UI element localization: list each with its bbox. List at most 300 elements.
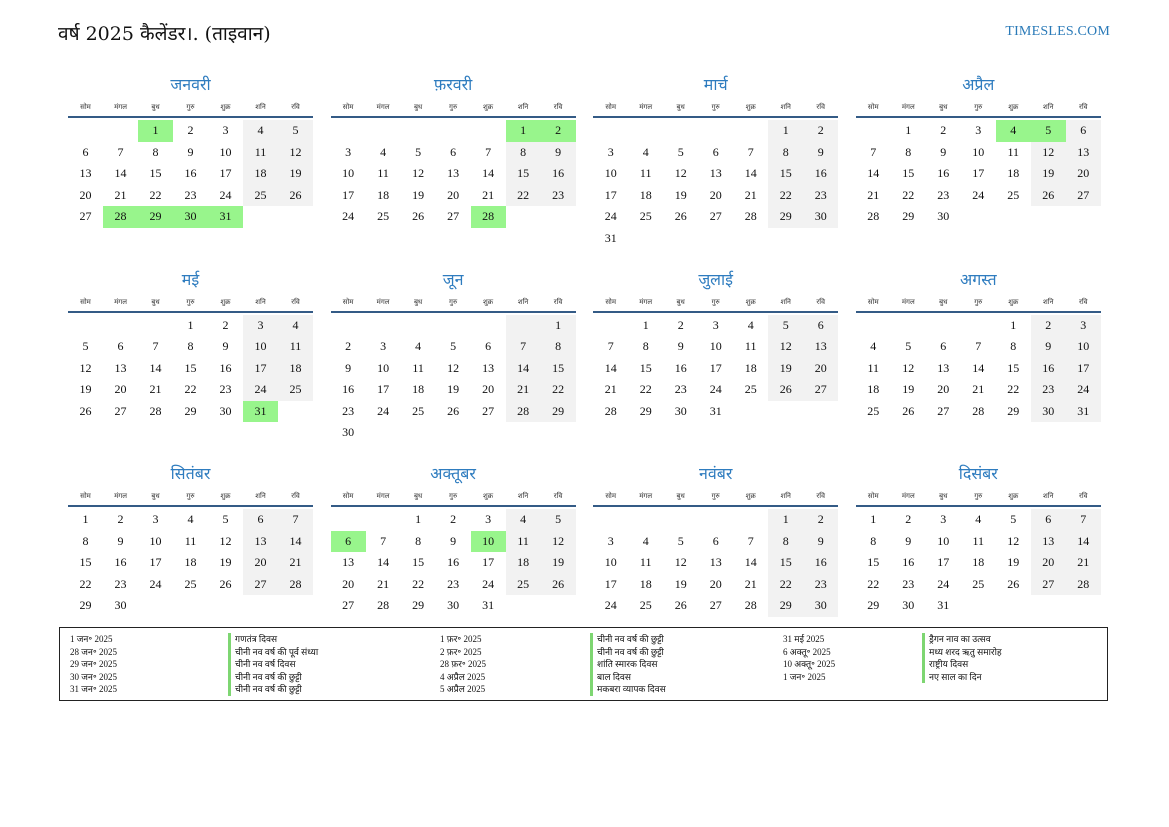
day-cell: 5 bbox=[541, 509, 576, 531]
day-cell: 27 bbox=[447, 209, 460, 223]
day-cell: 23 bbox=[219, 382, 232, 396]
day-cell: 21 bbox=[278, 552, 313, 574]
weekday-label: मंगल bbox=[639, 103, 653, 111]
day-cell: 19 bbox=[674, 576, 687, 591]
holiday-day-cell: 1 bbox=[138, 120, 173, 142]
day-cell: 19 bbox=[902, 382, 915, 396]
weekday-header bbox=[593, 295, 838, 313]
day-cell: 2 bbox=[677, 317, 684, 332]
month-title: दिसंबर bbox=[958, 464, 998, 483]
day-cell: 12 bbox=[674, 555, 687, 569]
holiday-date: 30 जन॰ 2025 bbox=[70, 671, 118, 682]
empty-cell bbox=[663, 120, 698, 142]
day-cell: 4 bbox=[243, 120, 278, 142]
day-cell: 13 bbox=[79, 166, 92, 180]
day-cell: 11 bbox=[972, 533, 985, 548]
weekday-header bbox=[593, 100, 838, 118]
day-cell: 17 bbox=[342, 187, 355, 202]
day-cell: 31 bbox=[1066, 401, 1101, 423]
weekday-label: गुरु bbox=[711, 103, 720, 111]
day-cell: 26 bbox=[1007, 576, 1020, 591]
holiday-day-cell: 30 bbox=[173, 206, 208, 228]
day-cell: 2 bbox=[345, 339, 352, 353]
day-cell: 14 bbox=[1066, 531, 1101, 553]
empty-cell bbox=[926, 315, 961, 337]
day-cell: 26 bbox=[219, 576, 232, 591]
day-cell: 16 bbox=[541, 163, 576, 185]
day-cell: 25 bbox=[744, 382, 757, 396]
day-cell: 23 bbox=[674, 382, 687, 396]
day-cell: 11 bbox=[377, 166, 389, 180]
holiday-date: 31 मई 2025 bbox=[783, 634, 825, 644]
day-cell: 28 bbox=[972, 403, 985, 418]
day-cell: 25 bbox=[243, 185, 278, 207]
weekday-label: मंगल bbox=[901, 103, 915, 111]
days-grid bbox=[68, 509, 313, 617]
day-cell: 30 bbox=[937, 209, 950, 223]
day-cell: 28 bbox=[149, 403, 162, 418]
empty-cell bbox=[331, 315, 366, 337]
day-cell: 19 bbox=[1007, 555, 1020, 569]
holiday-date: 1 जन॰ 2025 bbox=[783, 671, 826, 682]
day-cell: 29 bbox=[541, 401, 576, 423]
day-cell: 9 bbox=[222, 339, 229, 353]
day-cell: 10 bbox=[149, 533, 162, 548]
weekday-label: बुध bbox=[151, 103, 160, 111]
day-cell: 8 bbox=[82, 533, 89, 548]
day-cell: 24 bbox=[243, 379, 278, 401]
day-cell: 18 bbox=[278, 358, 313, 380]
day-cell: 19 bbox=[219, 555, 232, 569]
empty-cell bbox=[366, 509, 401, 531]
day-cell: 14 bbox=[972, 360, 985, 375]
day-cell: 26 bbox=[412, 209, 425, 223]
site-link[interactable]: TIMESLES.COM bbox=[1005, 24, 1110, 39]
day-cell: 26 bbox=[674, 209, 687, 223]
day-cell: 21 bbox=[377, 576, 390, 591]
weekday-label: रवि bbox=[816, 492, 825, 500]
day-cell: 25 bbox=[506, 574, 541, 596]
day-cell: 1 bbox=[415, 512, 422, 526]
day-cell: 23 bbox=[342, 403, 355, 418]
holiday-day-cell: 29 bbox=[138, 206, 173, 228]
day-cell: 9 bbox=[677, 339, 684, 353]
empty-cell bbox=[733, 120, 768, 142]
day-cell: 11 bbox=[867, 360, 880, 375]
month-title: नवंबर bbox=[698, 464, 733, 483]
day-cell: 6 bbox=[1031, 509, 1066, 531]
holiday-name: चीनी नव वर्ष की पूर्व संध्या bbox=[228, 646, 318, 659]
weekday-label: शुक्र bbox=[1008, 492, 1019, 500]
weekday-label: शुक्र bbox=[483, 103, 494, 111]
day-cell: 18 bbox=[377, 187, 390, 202]
day-cell: 1 bbox=[870, 512, 877, 526]
holiday-name: चीनी नव वर्ष दिवस bbox=[228, 658, 318, 671]
day-cell: 24 bbox=[937, 576, 950, 591]
day-cell: 4 bbox=[975, 512, 982, 526]
weekday-label: शुक्र bbox=[745, 492, 756, 500]
weekday-label: मंगल bbox=[114, 297, 127, 306]
weekday-label: रवि bbox=[553, 103, 563, 111]
day-cell: 12 bbox=[79, 360, 92, 375]
day-cell: 12 bbox=[1007, 533, 1020, 548]
holiday-name: गणतंत्र दिवस bbox=[228, 633, 318, 646]
day-cell: 23 bbox=[937, 187, 950, 202]
day-cell: 21 bbox=[744, 187, 757, 202]
weekday-label: शुक्र bbox=[483, 297, 494, 306]
day-cell: 12 bbox=[902, 360, 915, 375]
weekday-label: सोम bbox=[342, 103, 354, 111]
month-title: जुलाई bbox=[698, 269, 734, 289]
day-cell: 15 bbox=[149, 166, 162, 180]
day-cell: 29 bbox=[639, 403, 652, 418]
day-cell: 27 bbox=[79, 209, 92, 223]
weekday-label: रवि bbox=[291, 492, 300, 500]
holiday-name: चीनी नव वर्ष की छुट्टी bbox=[228, 671, 318, 684]
day-cell: 14 bbox=[114, 166, 127, 180]
day-cell: 25 bbox=[377, 209, 390, 223]
day-cell: 2 bbox=[1031, 315, 1066, 337]
weekday-label: शुक्र bbox=[483, 492, 494, 500]
empty-cell bbox=[401, 315, 436, 337]
empty-cell bbox=[471, 315, 506, 337]
day-cell: 5 bbox=[677, 144, 684, 159]
holiday-day-cell: 10 bbox=[471, 531, 506, 553]
weekday-label: रवि bbox=[1078, 492, 1088, 500]
day-cell: 17 bbox=[972, 166, 985, 180]
day-cell: 4 bbox=[415, 339, 422, 353]
empty-cell bbox=[401, 120, 436, 142]
weekday-label: रवि bbox=[816, 103, 825, 111]
holiday-date: 6 अक्तू॰ 2025 bbox=[783, 646, 831, 657]
day-cell: 11 bbox=[506, 531, 541, 553]
day-cell: 15 bbox=[867, 555, 880, 569]
day-cell: 14 bbox=[482, 166, 495, 180]
day-cell: 22 bbox=[184, 382, 197, 396]
day-cell: 21 bbox=[972, 382, 985, 396]
weekday-label: मंगल bbox=[901, 297, 915, 306]
day-cell: 11 bbox=[278, 336, 313, 358]
holiday-date: 28 फ़र॰ 2025 bbox=[440, 659, 486, 670]
empty-cell bbox=[628, 509, 663, 531]
day-cell: 31 bbox=[604, 230, 617, 245]
day-cell: 13 bbox=[709, 555, 722, 569]
month-calendar bbox=[331, 74, 576, 269]
empty-cell bbox=[366, 120, 401, 142]
day-cell: 6 bbox=[117, 339, 124, 353]
day-cell: 2 bbox=[117, 512, 124, 526]
day-cell: 15 bbox=[412, 555, 425, 569]
day-cell: 20 bbox=[937, 382, 950, 396]
day-cell: 15 bbox=[184, 360, 197, 375]
day-cell: 3 bbox=[607, 533, 614, 548]
weekday-label: बुध bbox=[676, 297, 685, 306]
weekday-header bbox=[856, 295, 1101, 313]
day-cell: 13 bbox=[342, 555, 355, 569]
day-cell: 27 bbox=[709, 209, 722, 223]
day-cell: 7 bbox=[152, 339, 159, 353]
weekday-label: गुरु bbox=[186, 492, 195, 500]
day-cell: 1 bbox=[187, 317, 194, 332]
day-cell: 8 bbox=[870, 533, 877, 548]
day-cell: 5 bbox=[222, 512, 229, 526]
day-cell: 6 bbox=[485, 339, 492, 353]
day-cell: 3 bbox=[485, 512, 492, 526]
day-cell: 9 bbox=[1031, 336, 1066, 358]
weekday-label: रवि bbox=[553, 492, 563, 500]
day-cell: 18 bbox=[184, 555, 197, 569]
weekday-header bbox=[856, 100, 1101, 118]
weekday-label: मंगल bbox=[376, 103, 390, 111]
holiday-name: नए साल का दिन bbox=[922, 671, 1002, 684]
day-cell: 29 bbox=[902, 209, 915, 223]
day-cell: 15 bbox=[902, 166, 915, 180]
holiday-day-cell: 4 bbox=[996, 120, 1031, 142]
day-cell: 22 bbox=[149, 187, 162, 202]
day-cell: 23 bbox=[541, 185, 576, 207]
day-cell: 15 bbox=[1007, 360, 1020, 375]
day-cell: 11 bbox=[639, 555, 652, 569]
weekday-label: गुरु bbox=[711, 297, 720, 306]
empty-cell bbox=[961, 315, 996, 337]
day-cell: 27 bbox=[342, 598, 355, 612]
day-cell: 12 bbox=[219, 533, 232, 548]
day-cell: 11 bbox=[184, 533, 197, 548]
day-cell: 27 bbox=[709, 598, 722, 612]
day-cell: 15 bbox=[79, 555, 92, 569]
day-cell: 10 bbox=[604, 555, 617, 569]
day-cell: 22 bbox=[541, 379, 576, 401]
day-cell: 19 bbox=[768, 358, 803, 380]
day-cell: 19 bbox=[674, 187, 687, 202]
day-cell: 27 bbox=[1066, 185, 1101, 207]
day-cell: 24 bbox=[604, 209, 617, 223]
weekday-label: मंगल bbox=[376, 492, 390, 500]
day-cell: 5 bbox=[677, 533, 684, 548]
month-calendar bbox=[593, 74, 838, 269]
day-cell: 4 bbox=[380, 144, 387, 159]
days-grid bbox=[331, 120, 576, 228]
weekday-label: मंगल bbox=[376, 297, 390, 306]
holiday-date: 28 जन॰ 2025 bbox=[70, 646, 118, 657]
day-cell: 5 bbox=[450, 339, 457, 353]
day-cell: 20 bbox=[709, 576, 722, 591]
weekday-label: शनि bbox=[255, 103, 266, 111]
day-cell: 2 bbox=[187, 123, 194, 137]
weekday-label: मंगल bbox=[114, 492, 127, 500]
weekday-label: बुध bbox=[676, 492, 685, 500]
holiday-list bbox=[59, 627, 1108, 701]
day-cell: 19 bbox=[541, 552, 576, 574]
day-cell: 12 bbox=[541, 531, 576, 553]
weekday-label: रवि bbox=[291, 103, 300, 111]
month-calendar bbox=[856, 74, 1101, 269]
day-cell: 29 bbox=[1007, 403, 1020, 418]
day-cell: 7 bbox=[1066, 509, 1101, 531]
weekday-label: बुध bbox=[939, 492, 948, 500]
day-cell: 1 bbox=[541, 315, 576, 337]
day-cell: 8 bbox=[541, 336, 576, 358]
day-cell: 9 bbox=[803, 142, 838, 164]
empty-cell bbox=[331, 509, 366, 531]
day-cell: 10 bbox=[937, 533, 950, 548]
weekday-header bbox=[68, 100, 313, 118]
day-cell: 18 bbox=[243, 163, 278, 185]
empty-cell bbox=[68, 315, 103, 337]
weekday-header bbox=[856, 489, 1101, 507]
day-cell: 24 bbox=[1066, 379, 1101, 401]
day-cell: 17 bbox=[604, 187, 617, 202]
empty-cell bbox=[138, 315, 173, 337]
weekday-label: शनि bbox=[517, 103, 529, 111]
day-cell: 29 bbox=[184, 403, 197, 418]
days-grid bbox=[593, 315, 838, 423]
day-cell: 7 bbox=[485, 144, 492, 159]
holiday-date: 1 फ़र॰ 2025 bbox=[440, 634, 482, 644]
day-cell: 3 bbox=[243, 315, 278, 337]
day-cell: 30 bbox=[674, 403, 687, 418]
day-cell: 17 bbox=[709, 360, 722, 375]
weekday-label: सोम bbox=[867, 492, 879, 500]
empty-cell bbox=[366, 315, 401, 337]
day-cell: 20 bbox=[1066, 163, 1101, 185]
holiday-date-column bbox=[440, 633, 486, 696]
day-cell: 27 bbox=[1031, 574, 1066, 596]
day-cell: 28 bbox=[377, 598, 390, 612]
weekday-label: शुक्र bbox=[220, 492, 231, 500]
weekday-label: शुक्र bbox=[745, 297, 756, 306]
days-grid bbox=[856, 509, 1101, 617]
weekday-header bbox=[331, 295, 576, 313]
weekday-label: रवि bbox=[1078, 103, 1088, 111]
empty-cell bbox=[436, 315, 471, 337]
day-cell: 6 bbox=[243, 509, 278, 531]
day-cell: 9 bbox=[940, 144, 947, 159]
month-title: जनवरी bbox=[170, 75, 211, 94]
day-cell: 30 bbox=[803, 206, 838, 228]
month-title: अगस्त bbox=[959, 269, 997, 289]
day-cell: 2 bbox=[450, 512, 457, 526]
weekday-label: सोम bbox=[80, 297, 91, 306]
day-cell: 12 bbox=[447, 360, 460, 375]
day-cell: 20 bbox=[342, 576, 355, 591]
day-cell: 29 bbox=[768, 206, 803, 228]
day-cell: 17 bbox=[937, 555, 950, 569]
day-cell: 25 bbox=[639, 598, 652, 612]
weekday-label: सोम bbox=[867, 103, 879, 111]
month-calendar bbox=[856, 269, 1101, 464]
empty-cell bbox=[593, 509, 628, 531]
day-cell: 14 bbox=[506, 358, 541, 380]
day-cell: 25 bbox=[1007, 187, 1020, 202]
day-cell: 9 bbox=[117, 533, 124, 548]
day-cell: 8 bbox=[768, 142, 803, 164]
day-cell: 11 bbox=[412, 360, 424, 375]
day-cell: 24 bbox=[377, 403, 390, 418]
day-cell: 21 bbox=[114, 187, 127, 202]
day-cell: 9 bbox=[803, 531, 838, 553]
day-cell: 23 bbox=[1031, 379, 1066, 401]
holiday-name: चीनी नव वर्ष की छुट्टी bbox=[228, 683, 318, 696]
holiday-date: 4 अप्रैल 2025 bbox=[440, 671, 486, 682]
weekday-label: मंगल bbox=[901, 492, 915, 500]
day-cell: 4 bbox=[642, 533, 649, 548]
month-calendar bbox=[331, 269, 576, 464]
holiday-day-cell: 6 bbox=[331, 531, 366, 553]
holiday-name: मध्य शरद ऋतु समारोह bbox=[922, 646, 1002, 659]
weekday-label: रवि bbox=[291, 297, 300, 306]
day-cell: 26 bbox=[1031, 185, 1066, 207]
day-cell: 7 bbox=[117, 144, 124, 159]
day-cell: 1 bbox=[768, 120, 803, 142]
holiday-name: बाल दिवस bbox=[590, 671, 666, 684]
day-cell: 10 bbox=[709, 339, 722, 353]
day-cell: 3 bbox=[380, 339, 387, 353]
day-cell: 21 bbox=[604, 382, 617, 396]
day-cell: 22 bbox=[412, 576, 425, 591]
day-cell: 2 bbox=[222, 317, 229, 332]
day-cell: 13 bbox=[114, 360, 127, 375]
weekday-label: शनि bbox=[1043, 103, 1054, 111]
day-cell: 9 bbox=[541, 142, 576, 164]
day-cell: 16 bbox=[674, 360, 687, 375]
holiday-name: चीनी नव वर्ष की छुट्टी bbox=[590, 633, 666, 646]
day-cell: 6 bbox=[803, 315, 838, 337]
month-calendar bbox=[68, 74, 313, 269]
day-cell: 10 bbox=[1066, 336, 1101, 358]
day-cell: 26 bbox=[768, 379, 803, 401]
day-cell: 27 bbox=[937, 403, 950, 418]
holiday-day-cell: 28 bbox=[471, 206, 506, 228]
day-cell: 14 bbox=[604, 360, 617, 375]
day-cell: 13 bbox=[1031, 531, 1066, 553]
day-cell: 23 bbox=[447, 576, 460, 591]
days-grid bbox=[593, 509, 838, 617]
weekday-label: शनि bbox=[255, 297, 266, 306]
day-cell: 20 bbox=[709, 187, 722, 202]
day-cell: 28 bbox=[278, 574, 313, 596]
weekday-label: गुरु bbox=[974, 492, 983, 500]
day-cell: 2 bbox=[803, 509, 838, 531]
day-cell: 18 bbox=[744, 360, 757, 375]
day-cell: 11 bbox=[744, 339, 757, 353]
empty-cell bbox=[593, 120, 628, 142]
day-cell: 24 bbox=[482, 576, 495, 591]
weekday-label: बुध bbox=[413, 297, 423, 306]
day-cell: 24 bbox=[709, 382, 722, 396]
holiday-date: 2 फ़र॰ 2025 bbox=[440, 646, 482, 657]
day-cell: 18 bbox=[506, 552, 541, 574]
day-cell: 30 bbox=[219, 403, 232, 418]
day-cell: 20 bbox=[482, 382, 495, 396]
weekday-label: गुरु bbox=[974, 103, 983, 111]
weekday-label: गुरु bbox=[449, 103, 458, 111]
day-cell: 18 bbox=[972, 555, 985, 569]
day-cell: 16 bbox=[114, 555, 127, 569]
empty-cell bbox=[68, 120, 103, 142]
day-cell: 16 bbox=[937, 166, 950, 180]
weekday-label: मंगल bbox=[114, 103, 127, 111]
weekday-label: शनि bbox=[517, 297, 529, 306]
day-cell: 17 bbox=[604, 576, 617, 591]
holiday-date: 29 जन॰ 2025 bbox=[70, 659, 118, 670]
weekday-label: गुरु bbox=[186, 297, 195, 306]
day-cell: 9 bbox=[905, 533, 912, 548]
days-grid bbox=[856, 315, 1101, 423]
day-cell: 3 bbox=[607, 144, 614, 159]
day-cell: 3 bbox=[1066, 315, 1101, 337]
weekday-header bbox=[331, 100, 576, 118]
